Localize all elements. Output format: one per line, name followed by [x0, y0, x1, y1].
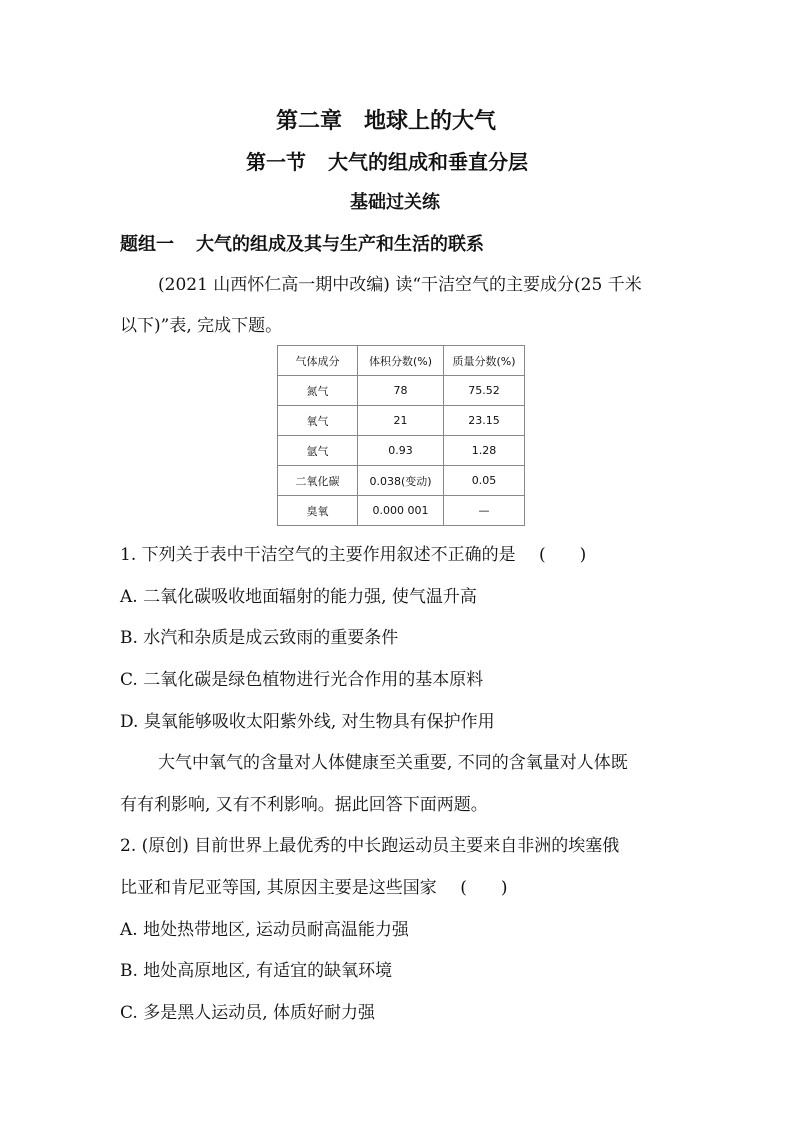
- table-row: [278, 406, 525, 436]
- subsection-heading: 基础过关练: [350, 192, 440, 213]
- q1-option-d: D. 臭氧能够吸收太阳紫外线, 对生物具有保护作用: [120, 712, 495, 732]
- q1-stem-text: 1. 下列关于表中干洁空气的主要作用叙述不正确的是: [120, 545, 516, 565]
- q2-option-c: C. 多是黑人运动员, 体质好耐力强: [120, 1003, 376, 1023]
- table-cell: 75.52: [444, 376, 525, 406]
- passage-line-1: 大气中氧气的含量对人体健康至关重要, 不同的含氧量对人体既: [158, 753, 628, 773]
- q1-stem: [120, 545, 586, 565]
- q1-option-c: C. 二氧化碳是绿色植物进行光合作用的基本原料: [120, 670, 484, 690]
- table-cell: 0.000 001: [358, 496, 444, 526]
- passage-line-2: 有有利影响, 又有不利影响。据此回答下面两题。: [120, 795, 488, 815]
- table-cell: 0.038(变动): [358, 466, 444, 496]
- table-cell: —: [444, 496, 525, 526]
- q1-option-b: B. 水汽和杂质是成云致雨的重要条件: [120, 628, 399, 648]
- section-title: 大气的组成和垂直分层: [328, 150, 528, 174]
- table-row: [278, 466, 525, 496]
- chapter-number: 第二章: [276, 109, 343, 134]
- table-cell: 1.28: [444, 436, 525, 466]
- table-cell: 23.15: [444, 406, 525, 436]
- q2-option-a: A. 地处热带地区, 运动员耐高温能力强: [120, 920, 409, 940]
- header-gas: 气体成分: [278, 346, 358, 376]
- group-title: 大气的组成及其与生产和生活的联系: [196, 234, 484, 255]
- table-cell: 0.05: [444, 466, 525, 496]
- table-header-row: [278, 346, 525, 376]
- section-number: 第一节: [246, 150, 306, 174]
- header-volume: 体积分数(%): [358, 346, 444, 376]
- air-composition-table: [277, 345, 525, 526]
- q1-option-a: A. 二氧化碳吸收地面辐射的能力强, 使气温升高: [120, 587, 477, 607]
- q2-option-b: B. 地处高原地区, 有适宜的缺氧环境: [120, 961, 393, 981]
- table-row: [278, 436, 525, 466]
- q2-answer-blank: ( ): [460, 878, 508, 898]
- table-row: [278, 376, 525, 406]
- intro-line-1: (2021 山西怀仁高一期中改编) 读“干洁空气的主要成分(25 千米: [158, 275, 642, 295]
- table-row: [278, 496, 525, 526]
- table-cell: 21: [358, 406, 444, 436]
- group-number: 题组一: [120, 234, 174, 255]
- q1-answer-blank: ( ): [539, 545, 587, 565]
- table-cell: 氮气: [278, 376, 358, 406]
- table-cell: 二氧化碳: [278, 466, 358, 496]
- question-group-heading: [120, 230, 484, 256]
- chapter-heading: [276, 104, 496, 135]
- section-heading: [246, 146, 528, 175]
- header-mass: 质量分数(%): [444, 346, 525, 376]
- chapter-title: 地球上的大气: [364, 109, 497, 134]
- table-cell: 氩气: [278, 436, 358, 466]
- table-cell: 臭氧: [278, 496, 358, 526]
- q2-stem-line-1: 2. (原创) 目前世界上最优秀的中长跑运动员主要来自非洲的埃塞俄: [120, 836, 620, 856]
- table-cell: 氧气: [278, 406, 358, 436]
- q2-stem-text: 比亚和肯尼亚等国, 其原因主要是这些国家: [120, 878, 437, 898]
- intro-line-2: 以下)”表, 完成下题。: [120, 316, 283, 336]
- q2-stem-line-2: [120, 878, 507, 898]
- table-cell: 78: [358, 376, 444, 406]
- table-cell: 0.93: [358, 436, 444, 466]
